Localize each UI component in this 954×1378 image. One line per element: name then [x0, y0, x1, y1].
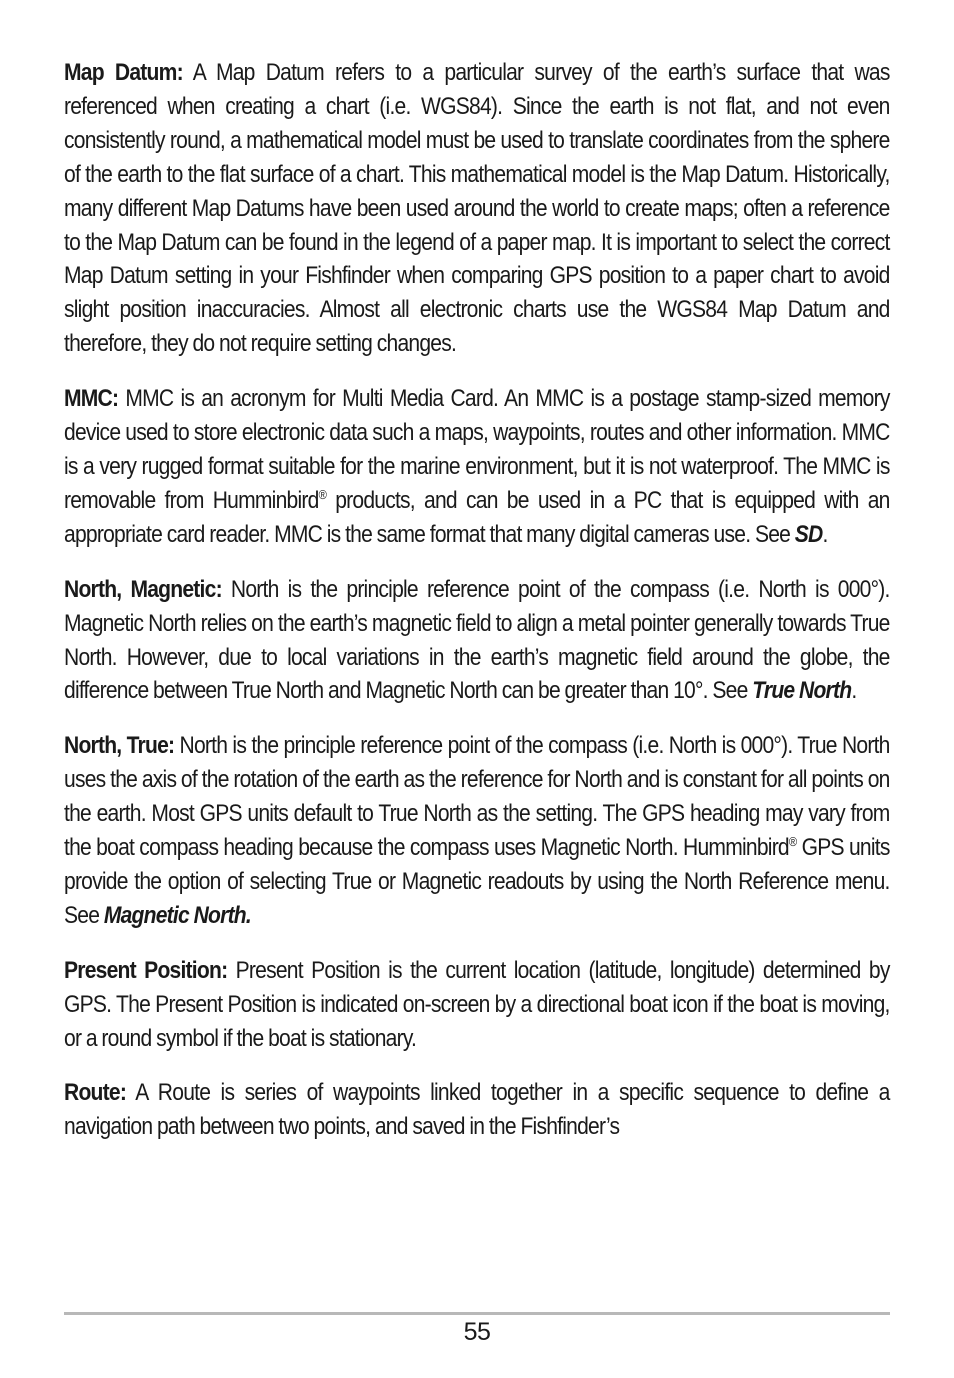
xref-sd[interactable]: SD — [794, 520, 823, 548]
registered-mark: ® — [788, 834, 797, 850]
xref-magnetic-north[interactable]: Magnetic North. — [103, 901, 251, 929]
definition-mmc-end: . — [822, 520, 828, 548]
definition-map-datum: A Map Datum refers to a particular survey of the earth’s surface that was referenced when creating a chart (i.e. WGS84). Since the earth is not flat, and not even consistently round, a mathematical model must be used to translate coordinates from the sphere of the earth to the flat surface of a chart. This mathematical model is the Map Datum. Historically, many different Map Datums have been used around the world to create maps; often a reference to the Map Datum can be found in the legend of a paper map. It is important to select the correct Map Datum setting in your Fishfinder when comparing GPS position to a paper chart to avoid slight position inaccuracies. Almost all electronic charts use the WGS84 Map Datum and therefore, they do not require setting changes. — [64, 59, 890, 358]
term-north-true: North, True: — [64, 732, 175, 760]
definition-north-magnetic-end: . — [851, 677, 857, 705]
term-north-magnetic: North, Magnetic: — [64, 575, 222, 603]
entry-present-position — [64, 954, 890, 1056]
definition-north-true-part-2: GPS units provide the option of selecting True or Magnetic readouts by using the North Reference menu. See — [64, 834, 890, 929]
term-present-position: Present Position: — [64, 956, 228, 984]
entry-route — [64, 1076, 890, 1144]
term-map-datum: Map Datum: — [64, 59, 183, 86]
entry-north-magnetic — [64, 573, 890, 709]
term-route: Route: — [64, 1079, 127, 1107]
xref-true-north[interactable]: True North — [752, 677, 852, 705]
glossary-page — [64, 56, 890, 1165]
definition-mmc-part-1: MMC is an acronym for Multi Media Card. An MMC is a postage stamp-sized memory device used to store electronic data such a maps, waypoints, routes and other information. MMC is a very rugged format suitable for the marine environment, but it is not waterproof. The MMC is removable from Humminbird — [64, 385, 890, 514]
registered-mark: ® — [318, 486, 327, 502]
page-number: 55 — [463, 1318, 491, 1346]
term-mmc: MMC: — [64, 385, 119, 413]
definition-mmc-part-2: products, and can be used in a PC that is equipped with an appropriate card reader. MMC is the same format that many digital cameras use. See — [64, 486, 890, 548]
entry-map-datum — [64, 56, 890, 361]
definition-route: A Route is series of waypoints linked together in a specific sequence to define a navigation path between two points, and saved in the Fishfinder’s — [64, 1079, 890, 1141]
definition-north-true-part-1: North is the principle reference point of the compass (i.e. North is 000°). True North uses the axis of the rotation of the earth as the reference for North and is constant for all points on the earth. Most GPS units default to True North as the setting. The GPS heading may vary from the boat compass heading because the compass uses Magnetic North. Humminbird — [64, 732, 890, 862]
entry-north-true — [64, 729, 890, 932]
definition-present-position: Present Position is the current location (latitude, longitude) determined by GPS. The Present Position is indicated on-screen by a directional boat icon if the boat is moving, or a round symbol if the boat is stationary. — [64, 956, 890, 1052]
footer-divider — [64, 1312, 890, 1315]
definition-north-magnetic: North is the principle reference point of the compass (i.e. North is 000°). Magnetic North relies on the earth’s magnetic field to align a metal pointer generally towards True North. However, due to local variations in the earth’s magnetic field around the globe, the difference between True North and Magnetic North can be greater than 10°. See — [64, 575, 890, 705]
entry-mmc — [64, 382, 890, 552]
